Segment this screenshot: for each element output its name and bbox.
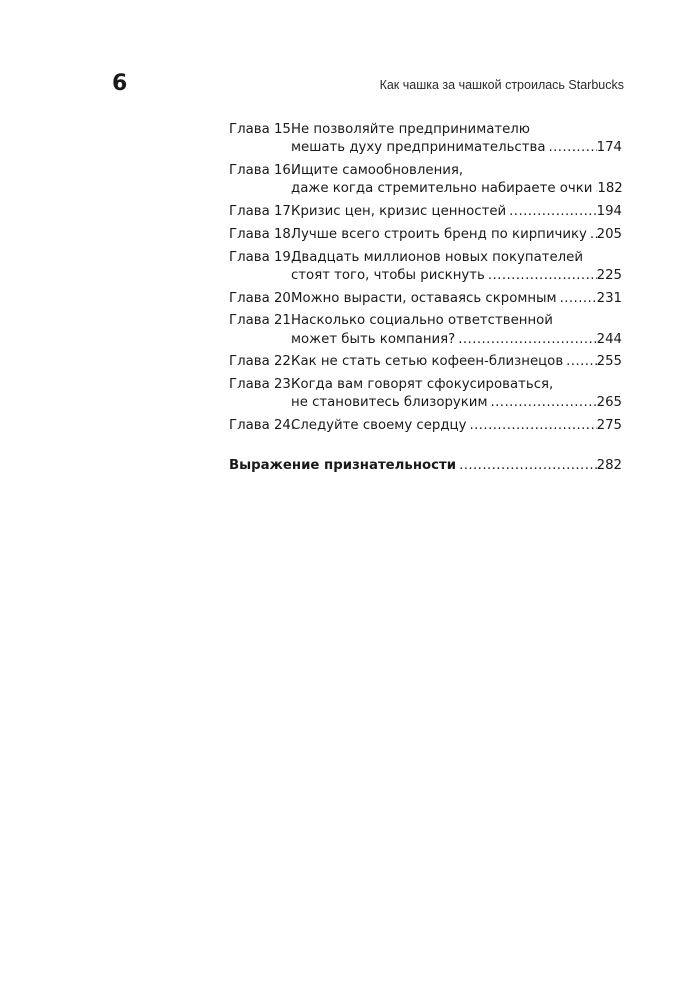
chapter-title-text: Следуйте своему сердцу [291,418,467,434]
page-reference: 182 [597,181,623,197]
chapter-title-last-line [291,226,622,244]
page-reference: 205 [596,226,622,242]
chapter-title-last-line [291,394,622,412]
page-reference: 244 [596,331,622,347]
page-number: 6 [112,71,128,96]
chapter-title [291,249,622,285]
page-reference: 265 [596,395,622,411]
toc-entry[interactable] [229,417,622,435]
chapter-title-line: Двадцать миллионов новых покупателей [291,249,583,265]
chapter-number: Глава 22. [229,354,296,370]
toc-entries [229,121,622,435]
toc-entry[interactable] [229,312,622,348]
chapter-title-text: может быть компания? [291,331,456,347]
toc-entry[interactable] [229,376,622,412]
chapter-title [291,226,622,244]
chapter-title-text: Можно вырасти, оставаясь скромным [291,290,557,306]
chapter-title-last-line [291,267,622,285]
chapter-number: Глава 24. [229,418,296,434]
chapter-number: Глава 19. [229,249,296,265]
chapter-title-text: стоят того, чтобы рискнуть [291,267,485,283]
chapter-title-last-line [291,180,622,198]
chapter-number: Глава 15. [229,122,296,137]
chapter-title [291,353,622,371]
dot-leader [587,226,597,244]
running-title: Как чашка за чашкой строилась Starbucks [379,78,624,92]
chapter-number: Глава 17. [229,204,296,219]
dot-leader [485,267,597,285]
toc-entry[interactable] [229,249,622,285]
dot-leader [456,457,597,475]
chapter-title-text: Лучше всего строить бренд по кирпичику [291,226,587,242]
chapter-title-line: Насколько социально ответственной [291,313,553,329]
chapter-number: Глава 21. [229,313,296,329]
toc-entry[interactable] [229,162,622,198]
toc-entry[interactable] [229,121,622,157]
dot-leader [487,394,596,412]
chapter-title-text: Кризис цен, кризис ценностей [291,204,507,219]
dot-leader [563,353,596,371]
table-of-contents [229,121,622,476]
dot-leader [466,417,596,435]
dot-leader [545,139,596,157]
dot-leader [455,331,596,349]
chapter-title-line: Когда вам говорят сфокусироваться, [291,377,554,393]
toc-entry[interactable] [229,353,622,371]
chapter-number: Глава 16. [229,163,296,178]
chapter-title-line: Не позволяйте предпринимателю [291,122,530,137]
page-reference: 225 [596,267,622,283]
chapter-title-last-line [291,331,622,349]
chapter-title-text: не становитесь близоруким [291,395,488,411]
chapter-title [291,312,622,348]
toc-entry[interactable] [229,203,622,221]
chapter-number: Глава 18. [229,226,296,242]
toc-entry[interactable] [229,290,622,308]
dot-leader [557,290,597,308]
chapter-title [291,417,622,435]
acknowledgements-page: 282 [596,458,622,474]
chapter-number: Глава 23. [229,377,296,393]
chapter-title-text: Как не стать сетью кофеен-близнецов [291,354,564,370]
chapter-title-text: мешать духу предпринимательства [291,140,546,156]
chapter-title-last-line [291,290,622,308]
dot-leader [506,203,596,221]
page-reference: 275 [596,418,622,434]
chapter-title-last-line [291,353,622,371]
page-reference: 194 [596,204,622,219]
page-reference: 255 [596,354,622,370]
page-reference: 174 [596,140,622,156]
chapter-title-last-line [291,203,622,221]
chapter-title-text: даже когда стремительно набираете очки [291,181,593,197]
chapter-title-last-line [291,417,622,435]
chapter-title [291,121,622,157]
toc-acknowledgements[interactable] [229,457,622,475]
chapter-title-line: Ищите самообновления, [291,163,464,178]
chapter-number: Глава 20. [229,290,296,306]
chapter-title-last-line [291,139,622,157]
chapter-title [291,203,622,221]
chapter-title [291,290,622,308]
acknowledgements-title: Выражение признательности [229,458,457,474]
chapter-title [291,162,622,198]
toc-entry[interactable] [229,226,622,244]
page-reference: 231 [596,290,622,306]
chapter-title [291,376,622,412]
